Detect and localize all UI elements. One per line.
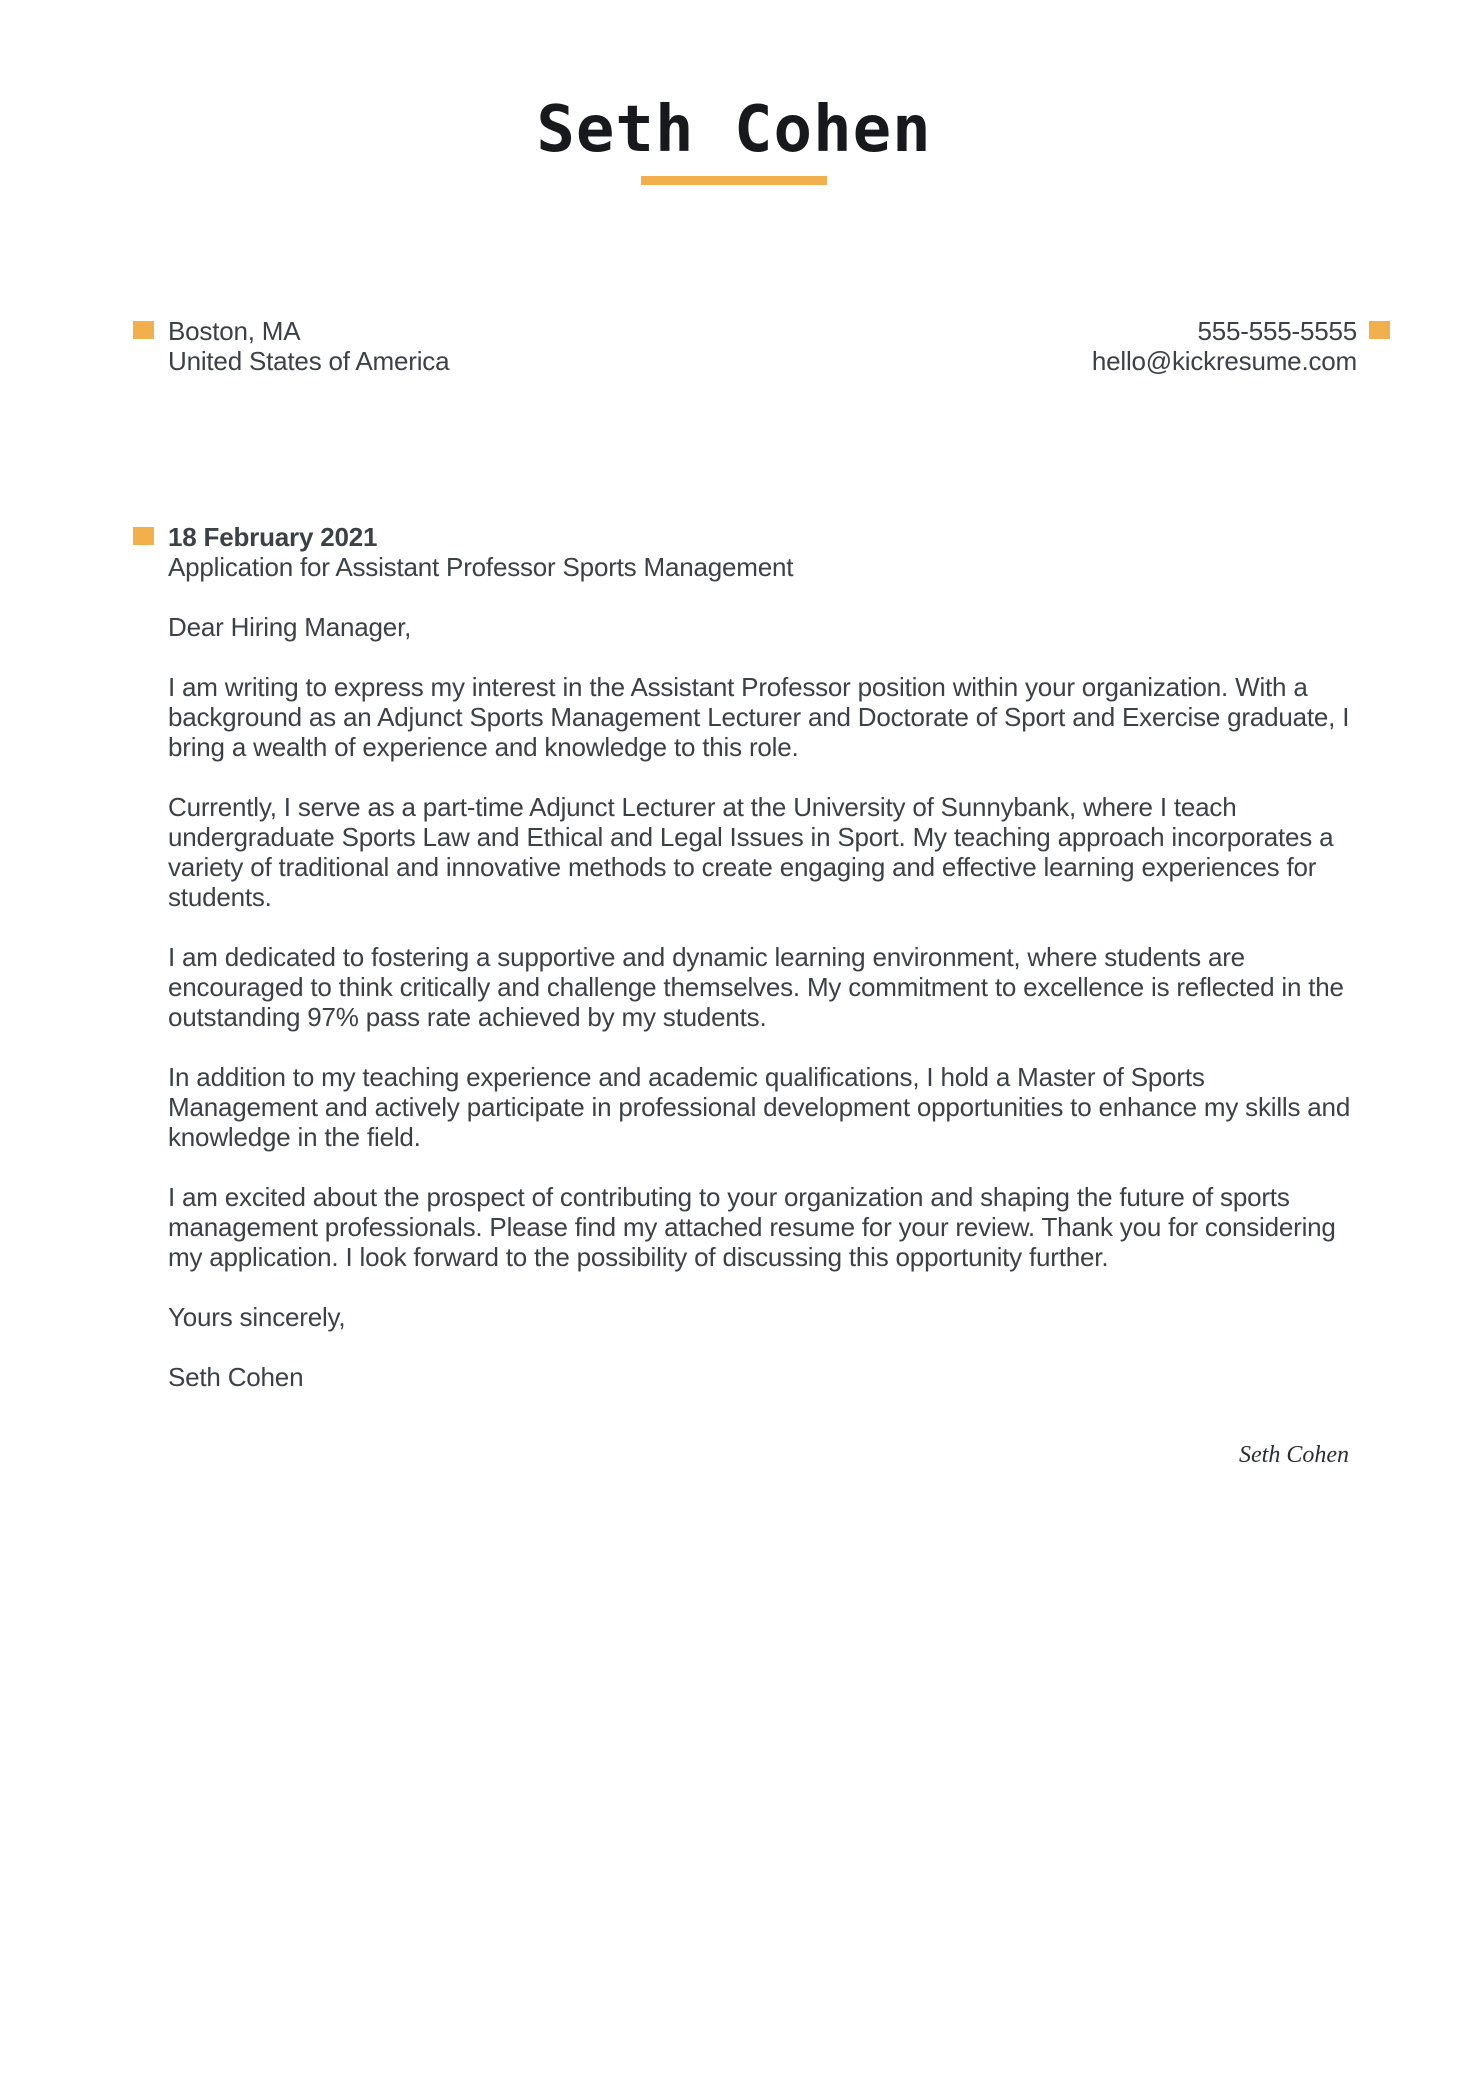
- accent-square-icon: [133, 527, 154, 545]
- contact-location-lines: [168, 316, 449, 376]
- contact-phone: 555-555-5555: [1197, 316, 1357, 346]
- body-paragraph-1: I am writing to express my interest in the Assistant Professor position within your organization. With a background as an Adjunct Sports Management Lecturer and Doctorate of Sport and Exercise graduate, I bring a wealth of experience and knowledge to this role.: [168, 672, 1350, 762]
- body-paragraph-4: In addition to my teaching experience and academic qualifications, I hold a Master of Sports Management and actively participate in professional development opportunities to enhance my skills and knowledge in the field.: [168, 1062, 1351, 1152]
- applicant-name: Seth Cohen: [536, 93, 932, 167]
- letter-body: [168, 612, 1353, 1470]
- signer-name: Seth Cohen: [168, 1362, 304, 1392]
- contact-reach-lines: [1092, 316, 1357, 376]
- accent-square-icon: [133, 321, 154, 339]
- body-paragraph-2: Currently, I serve as a part-time Adjunct Lecturer at the University of Sunnybank, where I teach undergraduate Sports Law and Ethical and Legal Issues in Sport. My teaching approach incorporates a variety of traditional and innovative methods to create engaging and effective learning experiences for students.: [168, 792, 1334, 912]
- date-subject-lines: [168, 522, 793, 582]
- letter-date: 18 February 2021: [168, 522, 378, 552]
- date-subject-block: [133, 522, 1390, 582]
- body-paragraph-5: I am excited about the prospect of contributing to your organization and shaping the future of sports management professionals. Please find my attached resume for your review. Thank you for considering my application. I look forward to the possibility of discussing this opportunity further.: [168, 1182, 1336, 1272]
- handwritten-signature: Seth Cohen: [1239, 1442, 1349, 1468]
- letter-subject: Application for Assistant Professor Sports Management: [168, 552, 794, 582]
- letter-content: [133, 522, 1390, 1470]
- contact-reach-block: [1092, 316, 1390, 376]
- contact-country: United States of America: [168, 346, 450, 376]
- contact-location-block: [133, 316, 449, 376]
- letter-header: [0, 0, 1468, 185]
- contact-email: hello@kickresume.com: [1091, 346, 1357, 376]
- contact-city: Boston, MA: [168, 316, 301, 346]
- contact-section: [133, 316, 1390, 376]
- title-underline-decoration: [641, 176, 827, 185]
- closing-salutation: Yours sincerely,: [168, 1302, 346, 1332]
- body-paragraph-3: I am dedicated to fostering a supportive and dynamic learning environment, where students are encouraged to think critically and challenge themselves. My commitment to excellence is reflected in the outstanding 97% pass rate achieved by my students.: [168, 942, 1344, 1032]
- greeting: Dear Hiring Manager,: [168, 612, 412, 642]
- accent-square-icon: [1369, 321, 1390, 339]
